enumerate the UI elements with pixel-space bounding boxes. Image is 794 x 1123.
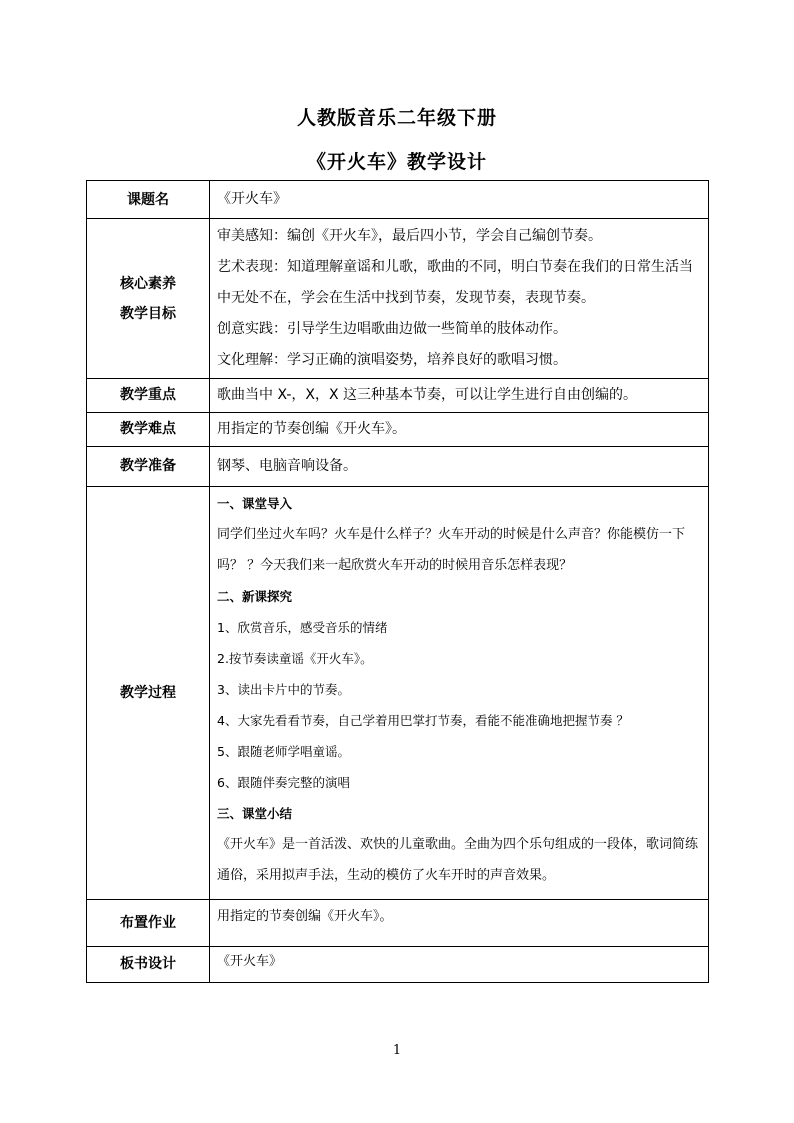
value-homework: 用指定的节奏创编《开火车》。 (210, 900, 709, 947)
section-intro-heading: 一、课堂导入 (217, 496, 293, 511)
row-homework (87, 900, 709, 947)
label-key-points: 教学重点 (87, 379, 210, 413)
label-preparation: 教学准备 (87, 447, 210, 487)
goal-expression: 艺术表现：知道理解童谣和儿歌，歌曲的不同，明白节奏在我们的日常生活当中无处不在，学会在生活中找到节奏，发现节奏，表现节奏。 (217, 259, 693, 306)
document-subtitle: 《开火车》教学设计 (306, 151, 487, 173)
step-item: 1、欣赏音乐，感受音乐的情绪 (217, 620, 388, 635)
section-summary-heading: 三、课堂小结 (217, 806, 293, 821)
section-explore-heading: 二、新课探究 (217, 589, 293, 604)
goal-aesthetic: 审美感知：编创《开火车》，最后四小节，学会自己编创节奏。 (217, 228, 602, 244)
step-item: 3、读出卡片中的节奏。 (217, 682, 350, 697)
value-topic: 《开火车》 (210, 181, 709, 219)
label-difficulties: 教学难点 (87, 413, 210, 447)
row-board (87, 947, 709, 983)
intro-text: 同学们坐过火车吗？火车是什么样子？火车开动的时候是什么声音？你能模仿一下吗？ ？今天我们来一起欣赏火车开动的时候用音乐怎样表现？ (217, 527, 686, 573)
label-topic (87, 181, 210, 219)
label-goals-line1: 核心素养 (120, 275, 176, 292)
row-difficulties (87, 413, 709, 447)
value-board: 《开火车》 (210, 947, 709, 983)
summary-text: 《开火车》是一首活泼、欢快的儿童歌曲。全曲为四个乐句组成的一段体，歌词简练通俗，采用拟声手法，生动的模仿了火车开时的声音效果。 (217, 837, 699, 883)
value-process (210, 487, 709, 900)
step-item: 2.按节奏读童谣《开火车》。 (217, 651, 373, 666)
goal-culture: 文化理解：学习正确的演唱姿势，培养良好的歌唱习惯。 (217, 352, 567, 368)
label-board: 板书设计 (87, 947, 210, 983)
step-item: 6、跟随伴奏完整的演唱 (217, 775, 350, 790)
row-process (87, 487, 709, 900)
row-key-points (87, 379, 709, 413)
label-goals (87, 219, 210, 379)
label-topic-text: 课题名 (127, 191, 169, 208)
value-preparation: 钢琴、电脑音响设备。 (210, 447, 709, 487)
goal-creative: 创意实践：引导学生边唱歌曲边做一些简单的肢体动作。 (217, 321, 567, 337)
row-goals (87, 219, 709, 379)
page-number: 1 (392, 1043, 402, 1058)
row-preparation (87, 447, 709, 487)
row-topic (87, 181, 709, 219)
label-process: 教学过程 (87, 487, 210, 900)
step-item: 5、跟随老师学唱童谣。 (217, 744, 350, 759)
label-homework: 布置作业 (87, 900, 210, 947)
label-goals-line2: 教学目标 (120, 305, 176, 322)
value-difficulties: 用指定的节奏创编《开火车》。 (210, 413, 709, 447)
step-item: 4、大家先看看节奏，自己学着用巴掌打节奏，看能不能准确地把握节奏 ？ (217, 713, 629, 728)
value-key-points: 歌曲当中 X-，X，X 这三种基本节奏，可以让学生进行自由创编的。 (210, 379, 709, 413)
lesson-plan-table (86, 180, 709, 983)
document-title: 人教版音乐二年级下册 (296, 107, 497, 129)
value-goals (210, 219, 709, 379)
